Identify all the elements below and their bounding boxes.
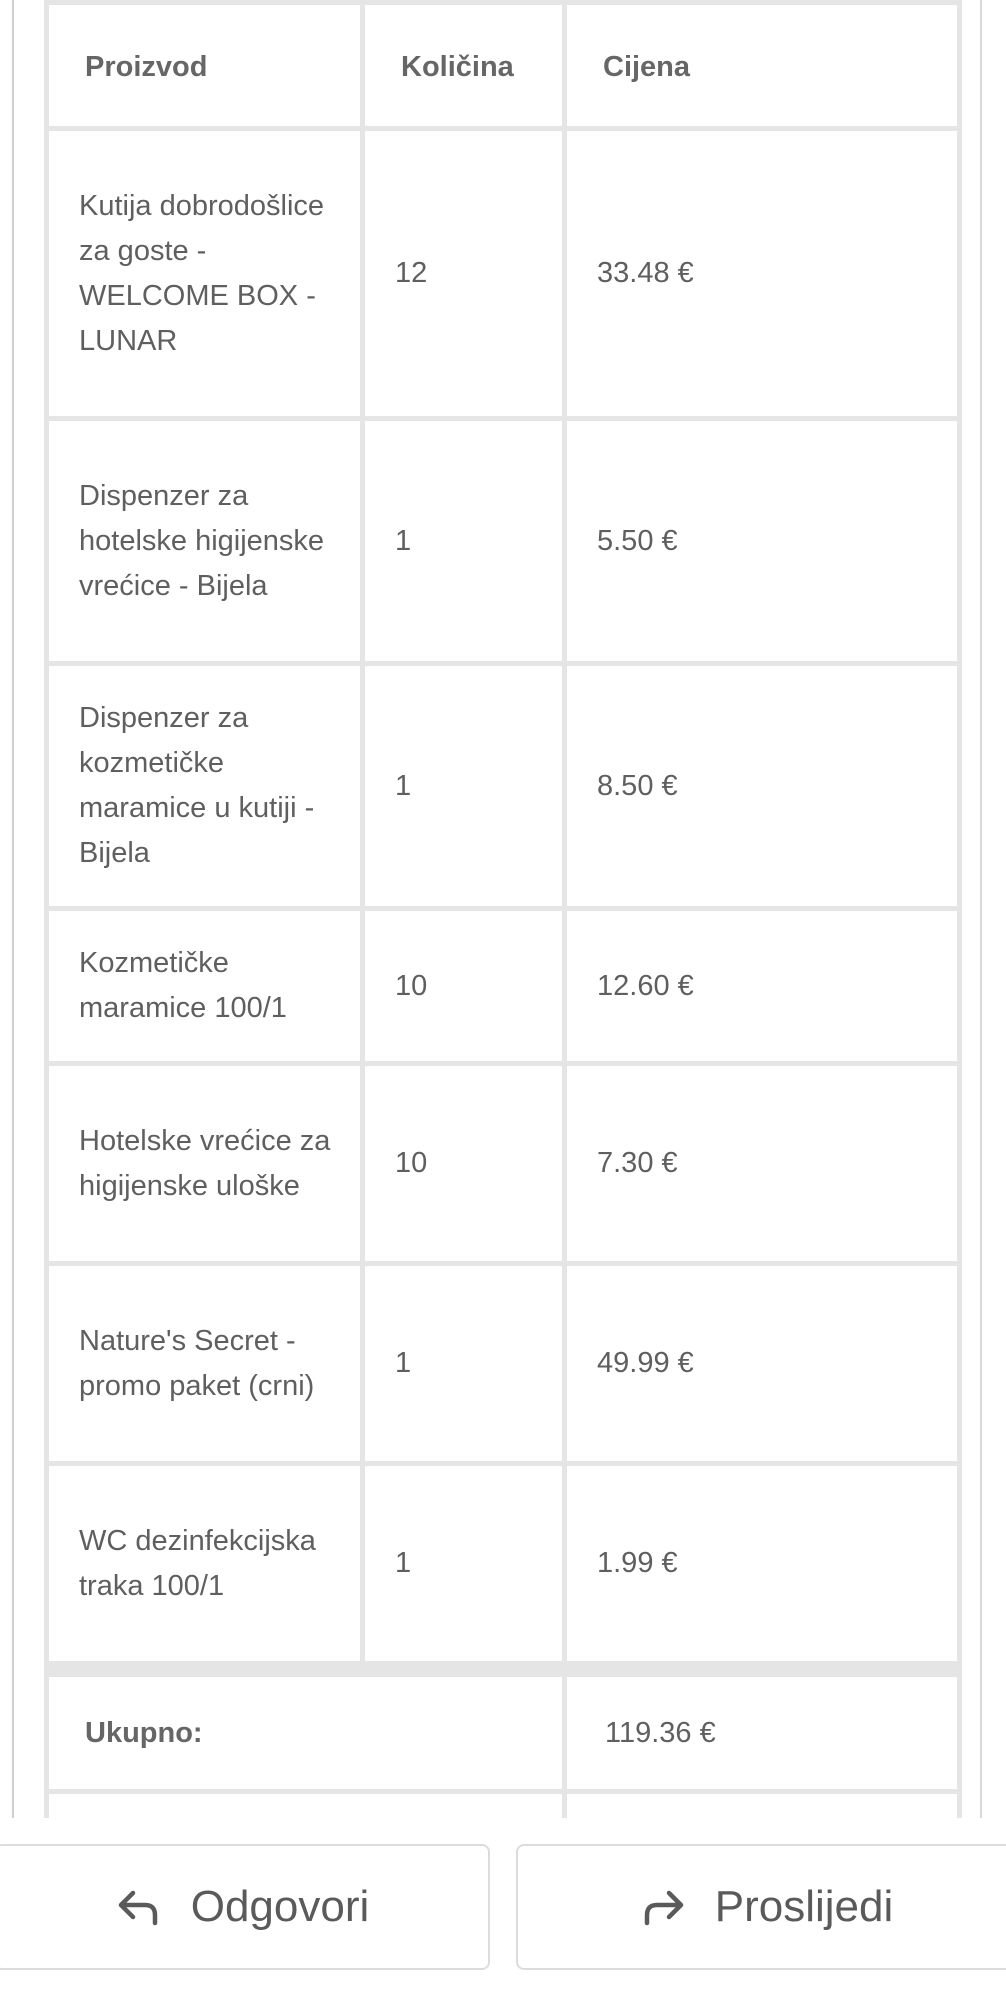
table-row [44,126,962,416]
product-quantity: 10 [360,906,562,1061]
reply-arrow-icon [115,1883,163,1931]
product-name: Kozmetičke maramice 100/1 [44,906,360,1061]
product-price: 49.99 € [562,1261,962,1461]
product-quantity: 12 [360,126,562,416]
table-row [44,1461,962,1661]
order-table [44,0,962,1818]
table-row [44,1061,962,1261]
partial-cell [562,1789,962,1818]
product-quantity: 10 [360,1061,562,1261]
table-header-row [44,0,962,126]
column-header-price: Cijena [562,0,962,126]
product-quantity: 1 [360,1261,562,1461]
reply-button[interactable] [0,1844,490,1970]
product-quantity: 1 [360,416,562,661]
product-name: WC dezinfekcijska traka 100/1 [44,1461,360,1661]
partial-cell [44,1789,562,1818]
product-price: 8.50 € [562,661,962,906]
reply-label: Odgovori [190,1882,370,1931]
message-frame-left-edge [12,0,14,1818]
product-price: 1.99 € [562,1461,962,1661]
table-row [44,906,962,1061]
order-summary [44,0,962,1818]
table-row-partial [44,1789,962,1818]
table-row [44,661,962,906]
message-action-bar [0,1818,1006,1998]
table-divider [44,1661,962,1672]
product-price: 33.48 € [562,126,962,416]
product-price: 7.30 € [562,1061,962,1261]
total-value: 119.36 € [562,1672,962,1789]
product-price: 5.50 € [562,416,962,661]
column-header-product: Proizvod [44,0,360,126]
product-name: Hotelske vrećice za higijenske uloške [44,1061,360,1261]
product-price: 12.60 € [562,906,962,1061]
forward-label: Proslijedi [714,1882,894,1931]
forward-arrow-icon [639,1883,687,1931]
product-name: Kutija dobrodošlice za goste - WELCOME BOX - LUNAR [44,126,360,416]
product-name: Dispenzer za kozmetičke maramice u kutiji - Bijela [44,661,360,906]
table-divider-cell [44,1661,962,1672]
product-name: Dispenzer za hotelske higijenske vrećice - Bijela [44,416,360,661]
column-header-quantity: Količina [360,0,562,126]
message-frame-right-edge [980,0,982,1818]
table-row [44,1261,962,1461]
product-quantity: 1 [360,1461,562,1661]
total-row [44,1672,962,1789]
table-row [44,416,962,661]
forward-button[interactable] [516,1844,1006,1970]
product-quantity: 1 [360,661,562,906]
total-label: Ukupno: [44,1672,562,1789]
product-name: Nature's Secret - promo paket (crni) [44,1261,360,1461]
